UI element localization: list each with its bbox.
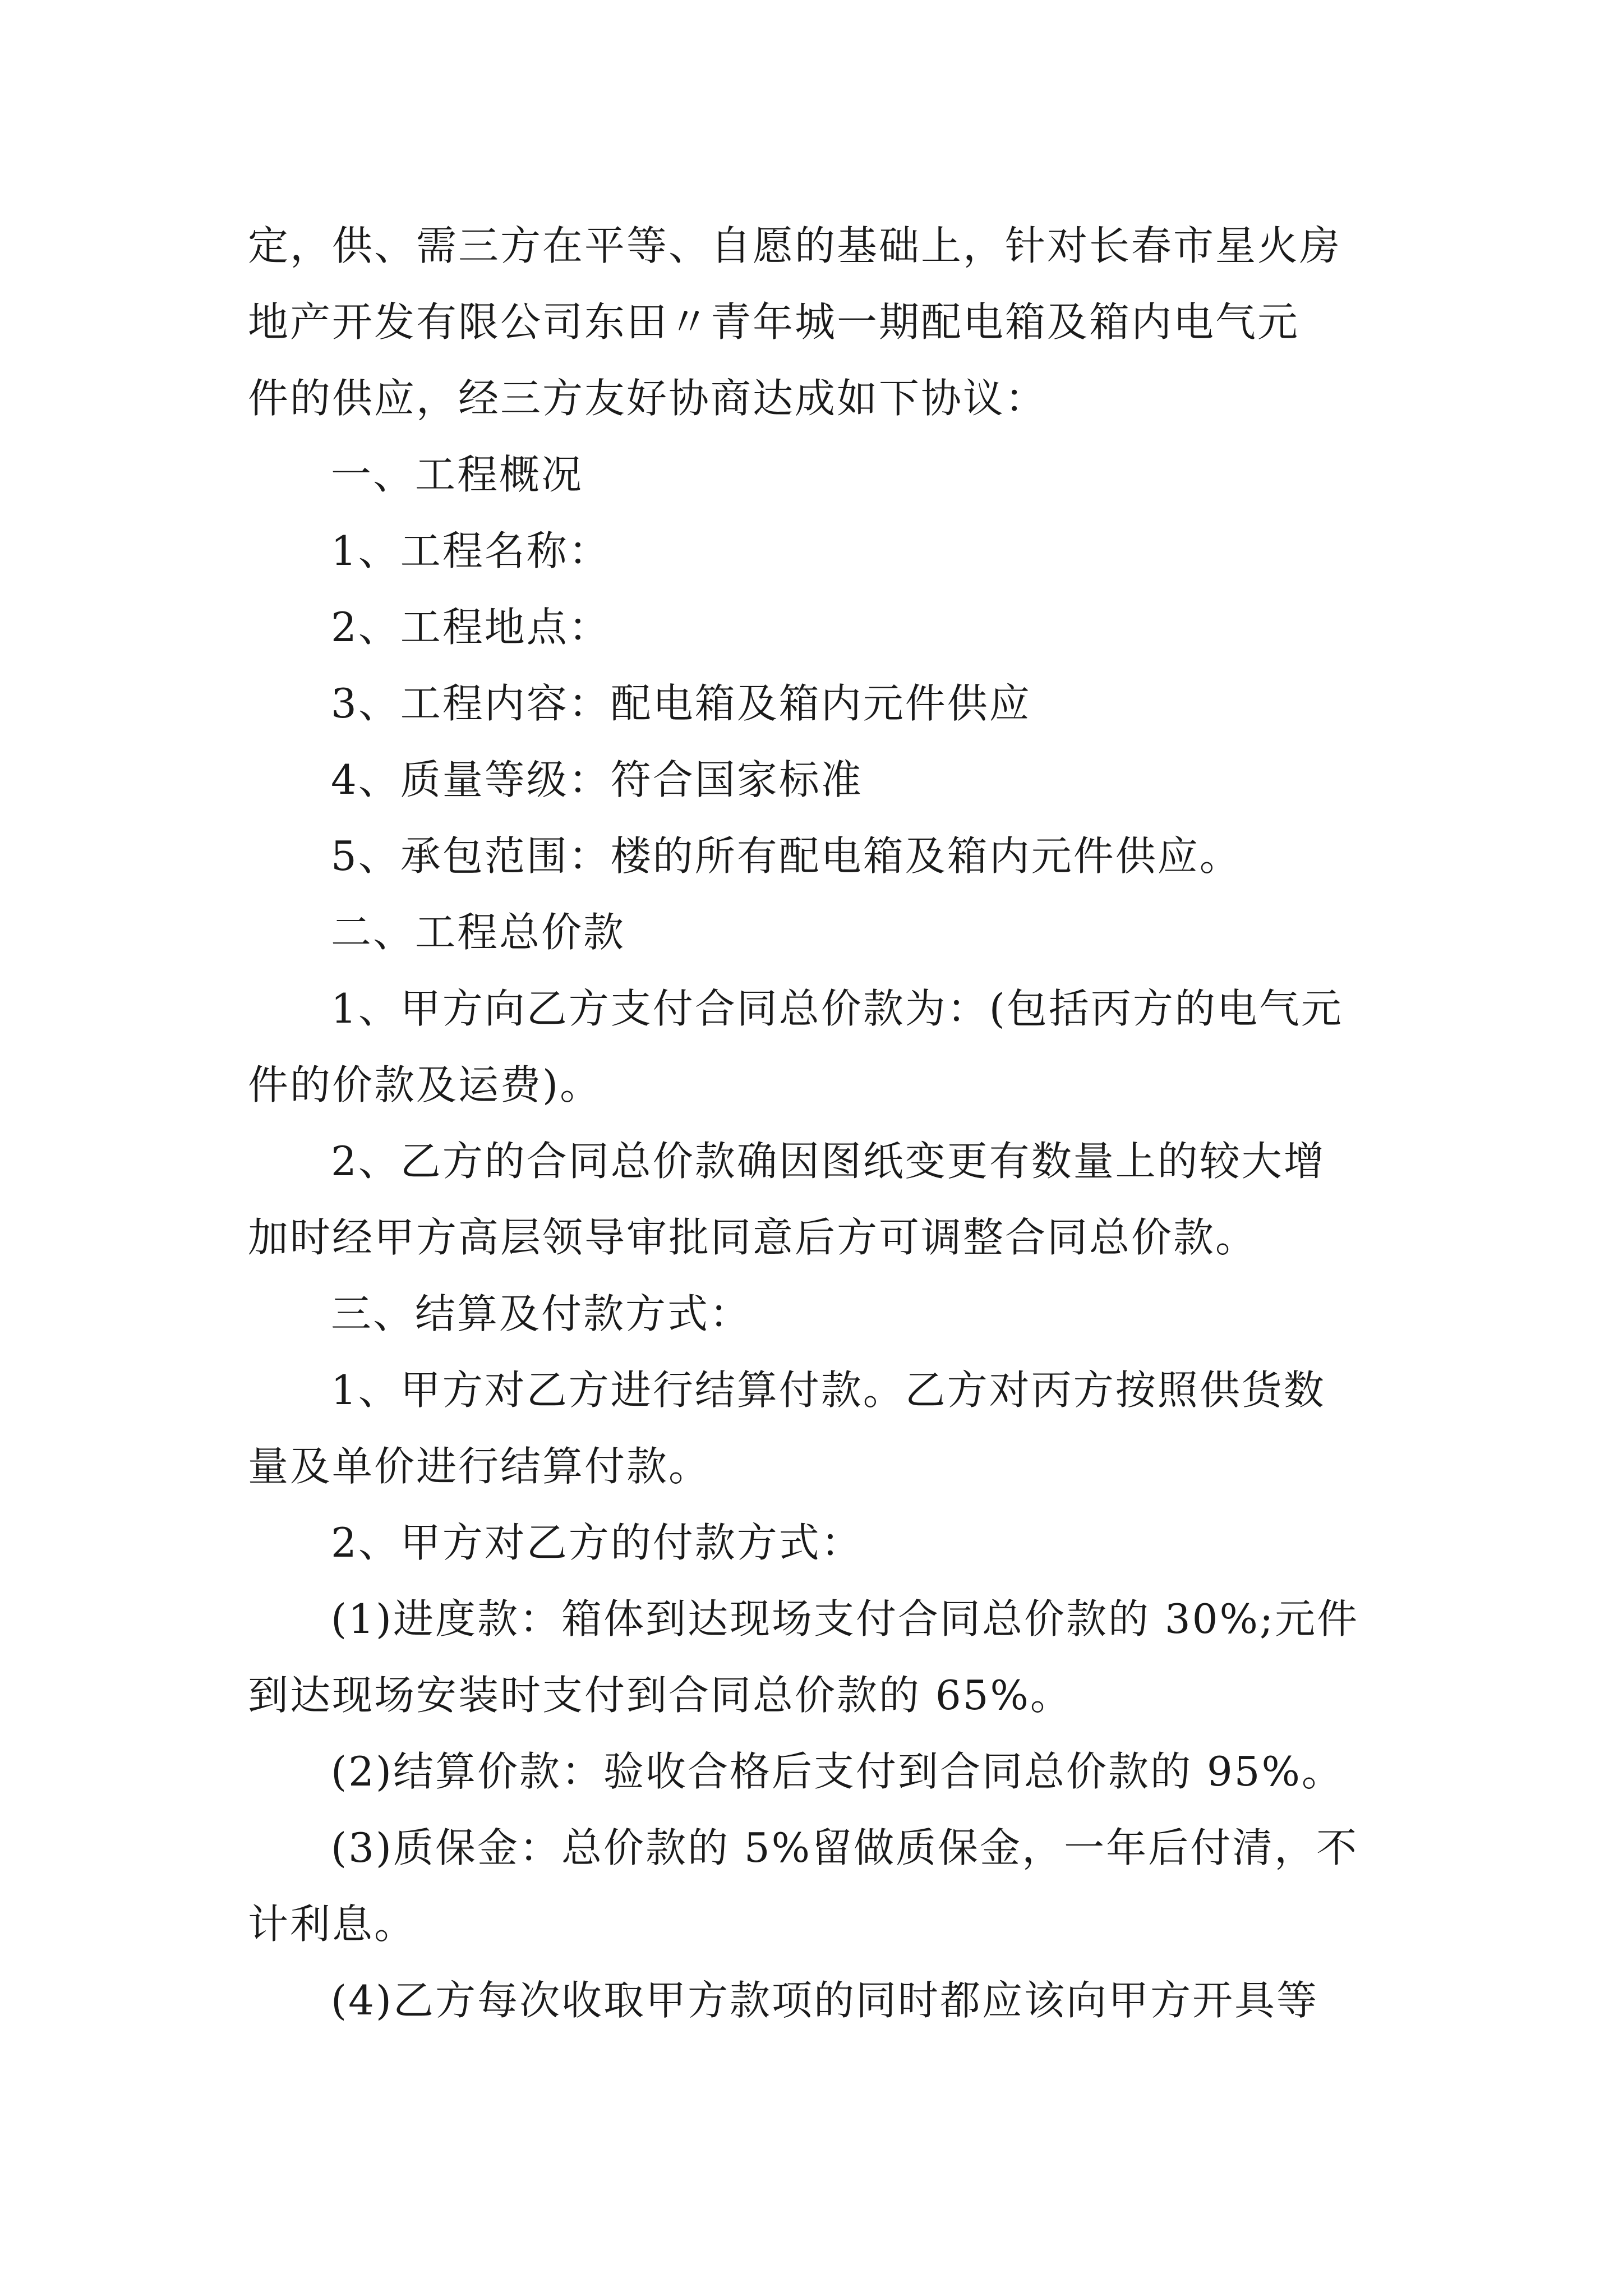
text-line: 到达现场安装时支付到合同总价款的 65%。 [248,1672,1072,1719]
paragraph-s1-item-4 [248,742,1387,818]
paragraph-s2-item-2 [248,1123,1387,1276]
text-line: 3、工程内容：配电箱及箱内元件供应 [331,680,1031,727]
text-line: 2、甲方对乙方的付款方式： [331,1519,863,1566]
paragraph-s3-item-1 [248,1352,1387,1504]
text-line: 1、工程名称： [331,527,611,574]
document-body [248,208,1387,2039]
text-line: 地产开发有限公司东田〃青年城一期配电箱及箱内电气元 [248,298,1300,346]
text-line: (3)质保金：总价款的 5%留做质保金，一年后付清，不 [331,1824,1359,1871]
text-line: (2)结算价款：验收合格后支付到合同总价款的 95%。 [331,1748,1344,1795]
text-line: 件的价款及运费)。 [248,1061,602,1108]
paragraph-intro [248,208,1387,436]
text-line: 件的供应，经三方友好协商达成如下协议： [248,375,1048,422]
paragraph-section-2-heading [248,894,1387,970]
text-line: 1、甲方对乙方进行结算付款。乙方对丙方按照供货数 [331,1366,1326,1414]
paragraph-section-1-heading [248,436,1387,513]
paragraph-section-3-heading [248,1276,1387,1352]
text-line: 一、工程概况 [331,451,584,498]
paragraph-s3-item-2 [248,1504,1387,1581]
text-line: (4)乙方每次收取甲方款项的同时都应该向甲方开具等 [331,1977,1318,2024]
paragraph-s3-sub-2 [248,1733,1387,1810]
text-line: 2、工程地点： [331,604,611,651]
paragraph-s1-item-2 [248,589,1387,665]
text-line: 定，供、需三方在平等、自愿的基础上，针对长春市星火房 [248,222,1342,269]
text-line: 计利息。 [248,1901,417,1948]
text-line: 1、甲方向乙方支付合同总价款为：(包括丙方的电气元 [331,985,1343,1032]
paragraph-s3-sub-1 [248,1581,1387,1733]
paragraph-s3-sub-4 [248,1962,1387,2039]
text-line: 二、工程总价款 [331,909,626,956]
text-line: 2、乙方的合同总价款确因图纸变更有数量上的较大增 [331,1138,1326,1185]
text-line: (1)进度款：箱体到达现场支付合同总价款的 30%;元件 [331,1595,1359,1642]
paragraph-s2-item-1 [248,970,1387,1123]
paragraph-s1-item-5 [248,818,1387,894]
paragraph-s1-item-3 [248,665,1387,742]
text-line: 5、承包范围：楼的所有配电箱及箱内元件供应。 [331,832,1242,880]
text-line: 4、质量等级：符合国家标准 [331,756,863,803]
text-line: 三、结算及付款方式： [331,1290,752,1337]
text-line: 加时经甲方高层领导审批同意后方可调整合同总价款。 [248,1214,1258,1261]
paragraph-s3-sub-3 [248,1810,1387,1962]
text-line: 量及单价进行结算付款。 [248,1443,711,1490]
paragraph-s1-item-1 [248,513,1387,589]
